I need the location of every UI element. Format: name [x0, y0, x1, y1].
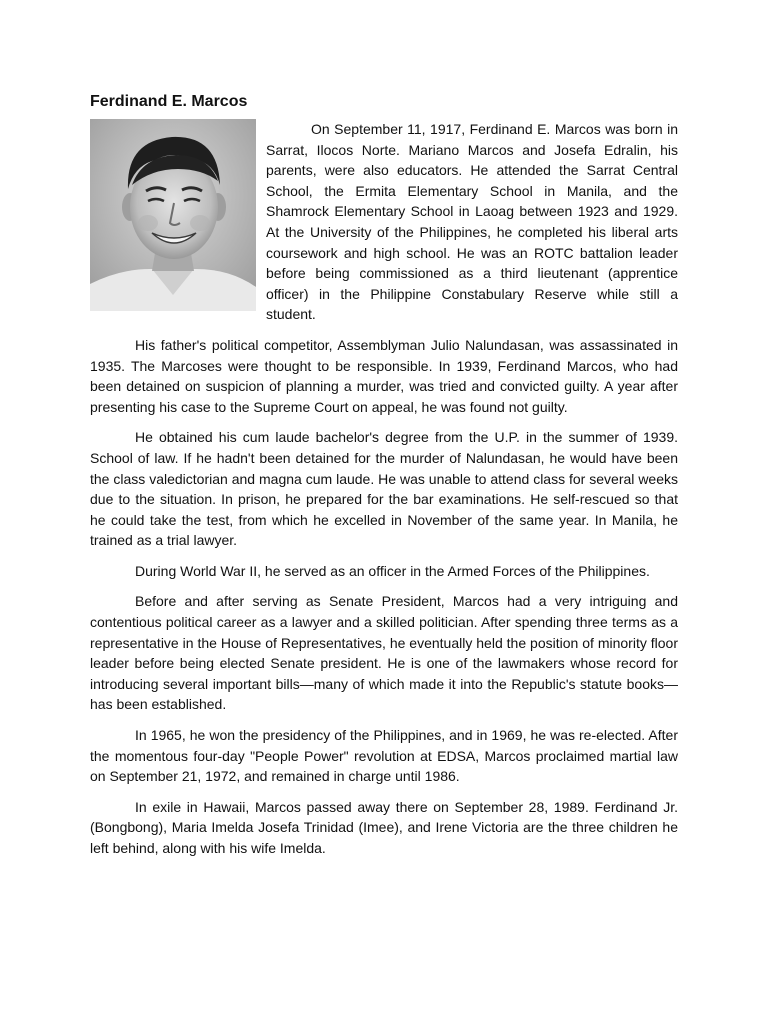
paragraph-6: In 1965, he won the presidency of the Philippines, and in 1969, he was re-elected. After the momentous four-day "People Power" revolution at EDSA, Marcos proclaimed martial law on September 21, 1972, and remained in charge until 1986. [90, 727, 678, 785]
paragraph-5: Before and after serving as Senate President, Marcos had a very intriguing and contentious political career as a lawyer and a skilled politician. After spending three terms as a representative in the House of Representatives, he eventually held the position of minority floor leader before being elected Senate president. He is one of the lawmakers whose record for introducing several important bills—many of which made it into the Republic's statute books—has been established. [90, 593, 678, 713]
paragraph-2: His father's political competitor, Assemblyman Julio Nalundasan, was assassinated in 1935. The Marcoses were thought to be responsible. In 1939, Ferdinand Marcos, who had been detained on suspicion of planning a murder, was tried and convicted guilty. A year after presenting his case to the Supreme Court on appeal, he was found not guilty. [90, 336, 678, 415]
document-page [90, 92, 678, 869]
paragraph-7: In exile in Hawaii, Marcos passed away there on September 28, 1989. Ferdinand Jr. (Bongbong), Maria Imelda Josefa Trinidad (Imee), and Irene Victoria are the three children he left behind, along with his wife Imelda. [90, 798, 678, 856]
paragraph-1: On September 11, 1917, Ferdinand E. Marcos was born in Sarrat, Ilocos Norte. Mariano Marcos and Josefa Edralin, his parents, were also educators. He attended the Sarrat Central School, the Ermita Elementary School in Manila, and the Shamrock Elementary School in Laoag between 1923 and 1929. At the University of the Philippines, he completed his liberal arts coursework and high school. He was an ROTC battalion leader before being commissioned as a third lieutenant (apprentice officer) in the Philippine Constabulary Reserve while still a student. [266, 121, 678, 323]
document-title: Ferdinand E. Marcos [90, 93, 248, 110]
intro-section [90, 119, 678, 325]
paragraph-3: He obtained his cum laude bachelor's degree from the U.P. in the summer of 1939. School of law. If he hadn't been detained for the murder of Nalundasan, he would have been the class valedictorian and magna cum laude. He was unable to attend class for several weeks due to the situation. In prison, he prepared for the bar examinations. He self-rescued so that he could take the test, from which he excelled in November of the same year. In Manila, he trained as a trial lawyer. [90, 429, 678, 549]
portrait-photo [90, 119, 256, 311]
paragraph-4: During World War II, he served as an officer in the Armed Forces of the Philippines. [135, 562, 650, 579]
